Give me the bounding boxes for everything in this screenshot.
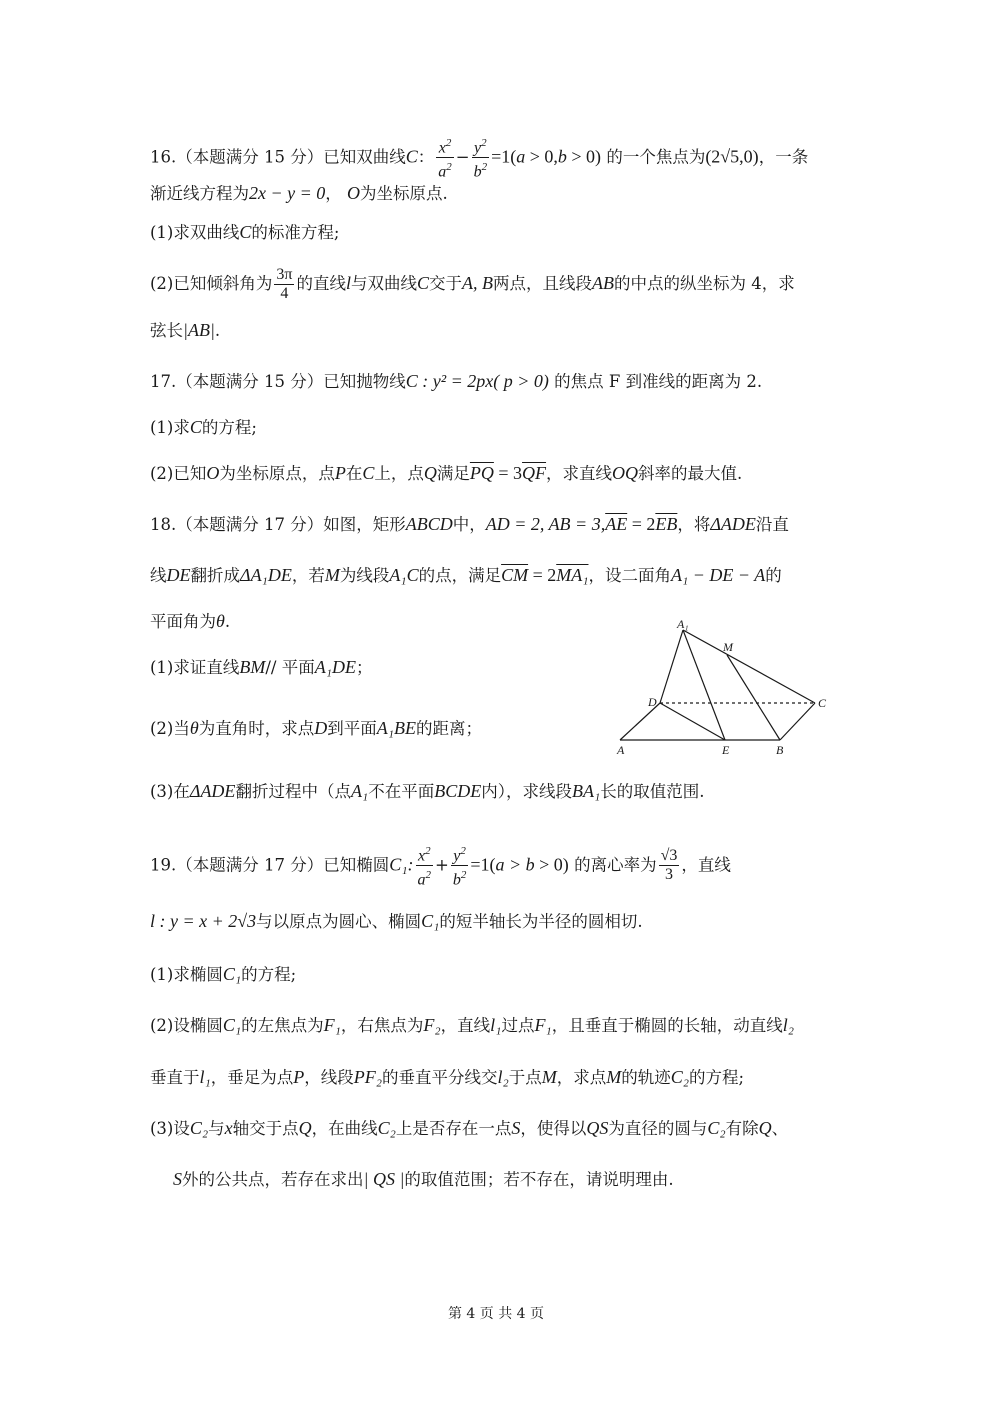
segment-mb <box>727 655 780 740</box>
q18-line-3: 平面角为θ. <box>150 611 231 631</box>
segment-de <box>660 703 725 740</box>
question-number: 17. <box>150 372 177 391</box>
q16-line-2: 渐近线方程为2x − y = 0， O为坐标原点. <box>150 183 448 203</box>
score-note: （本题满分 15 分） <box>176 372 324 391</box>
q18-part-3: (3)在ΔADE翻折过程中（点A₁不在平面BCDE内），求线段BA₁长的取值范围. <box>150 781 705 801</box>
q16-line-1: 16.（本题满分 15 分）已知双曲线C： $\frac{x^2}{a^2}$ − $\frac{y^2}{b^2}$ =1(a > 0,b > 0) 的一个焦点为(2√5,0)，一条 <box>150 134 808 182</box>
q17-part-2: (2)已知O为坐标原点，点P在C上，点Q满足$\overline{PQ} = 3\overline{QF}$，求直线OQ斜率的最大值. <box>150 463 743 483</box>
label-d: D <box>648 695 657 709</box>
q16-part-2: (2)已知倾斜角为 $\frac{3\pi}{4}$ 的直线l与双曲线C交于A, B两点，且线段AB的中点的纵坐标为 4，求 <box>150 266 795 302</box>
q17-line-1: 17.（本题满分 15 分）已知抛物线C : y² = 2px( p > 0) 的焦点 F 到准线的距离为 2. <box>150 371 763 391</box>
segment-a1e <box>683 630 725 740</box>
label-a1: A₁ <box>677 617 689 631</box>
q18-part-1: (1)求证直线BM// 平面A₁DE； <box>150 657 373 677</box>
label-b: B <box>776 743 784 757</box>
score-note: （本题满分 17 分） <box>176 855 324 875</box>
label-e: E <box>722 743 730 757</box>
segment-a1c <box>683 630 815 703</box>
score-note: （本题满分 15 分） <box>176 147 324 167</box>
page-footer: 第 4 页 共 4 页 <box>447 1306 545 1322</box>
question-number: 19. <box>150 855 177 875</box>
q19-part-1: (1)求椭圆C₁的方程; <box>150 964 297 984</box>
q19-part-2: (2)设椭圆C₁的左焦点为F₁，右焦点为F₂，直线l₁过点F₁，且垂直于椭圆的长轴，动直线l₂ <box>150 1015 794 1035</box>
fraction: $\frac{y^2}{b^2}$ <box>472 134 490 182</box>
q19-line-1: 19.（本题满分 17 分）已知椭圆C₁: $\frac{x^2}{a^2}$ + $\frac{y^2}{b^2}$ =1(a > b > 0) 的离心率为 $\frac{√3}{3}$ ，直线 <box>150 842 731 890</box>
label-m: M <box>723 640 733 654</box>
q18-line-1: 18.（本题满分 17 分）如图，矩形ABCD中，AD = 2, AB = $3,\overline{AE} = 2\overline{EB}$，将ΔADE沿直 <box>150 514 789 534</box>
label-c: C <box>818 696 827 710</box>
fraction: $\frac{3\pi}{4}$ <box>276 266 293 302</box>
fraction: $\frac{√3}{3}$ <box>660 847 678 884</box>
q19-line-2: l : y = x + 2√3与以原点为圆心、椭圆C₁的短半轴长为半径的圆相切. <box>150 911 643 931</box>
q18-part-2: (2)当θ为直角时，求点D到平面A₁BE的距离； <box>150 718 482 738</box>
segment-bc <box>780 703 815 740</box>
label-a: A <box>617 743 625 757</box>
question-number: 18. <box>150 515 177 534</box>
fraction: $\frac{x^2}{a^2}$ <box>436 134 454 182</box>
fraction: $\frac{y^2}{b^2}$ <box>451 842 469 890</box>
segment-da1 <box>660 630 683 703</box>
q19-part-2-cont: 垂直于l₁，垂足为点P，线段PF₂的垂直平分线交l₂于点M，求点M的轨迹C₂的方程; <box>150 1067 745 1087</box>
q18-line-2: 线DE翻折成ΔA₁DE，若M为线段A₁C的点，满足$\overline{CM} = 2MA_1$，设二面角A₁ − DE − A的 <box>150 565 782 585</box>
geometry-figure <box>605 610 837 760</box>
q16-part-1: (1)求双曲线C的标准方程; <box>150 222 340 242</box>
q16-part-2-cont: 弦长|AB|. <box>150 320 221 340</box>
q17-part-1: (1)求C的方程; <box>150 417 257 437</box>
q19-part-3-cont: S外的公共点，若存在求出| QS |的取值范围；若不存在，请说明理由. <box>173 1169 674 1189</box>
question-number: 16. <box>150 147 177 167</box>
score-note: （本题满分 17 分） <box>176 515 324 534</box>
q19-part-3: (3)设C₂与x轴交于点Q，在曲线C₂上是否存在一点S，使得以QS为直径的圆与C₂有除Q、 <box>150 1118 789 1138</box>
fraction: $\frac{x^2}{a^2}$ <box>416 842 434 890</box>
